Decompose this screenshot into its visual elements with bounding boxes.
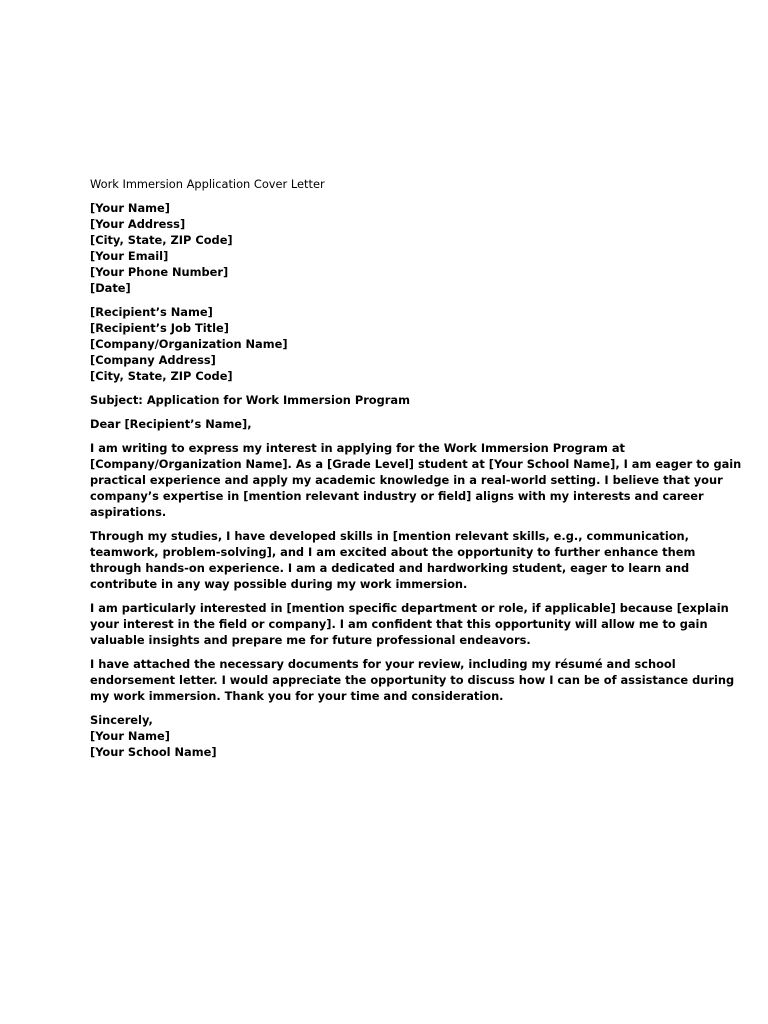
closing-valediction: Sincerely, <box>90 713 153 727</box>
paragraph-line: endorsement letter. I would appreciate the opportunity to discuss how I can be of assistance during <box>90 673 735 687</box>
salutation: Dear [Recipient’s Name], <box>90 417 252 431</box>
body-paragraph-4 <box>90 656 735 704</box>
recipient-name: [Recipient’s Name] <box>90 305 213 319</box>
recipient-city-state-zip: [City, State, ZIP Code] <box>90 369 233 383</box>
recipient-job-title: [Recipient’s Job Title] <box>90 321 229 335</box>
body-paragraph-3 <box>90 600 729 648</box>
sender-address: [Your Address] <box>90 217 186 231</box>
closing-block <box>90 712 680 760</box>
recipient-block <box>90 304 680 384</box>
paragraph-line: I have attached the necessary documents for your review, including my résumé and school <box>90 657 676 671</box>
sender-city-state-zip: [City, State, ZIP Code] <box>90 233 233 247</box>
paragraph-line: aspirations. <box>90 505 167 519</box>
paragraph-line: my work immersion. Thank you for your time and consideration. <box>90 689 504 703</box>
sender-email: [Your Email] <box>90 249 169 263</box>
subject-line: Subject: Application for Work Immersion Program <box>90 393 410 407</box>
closing-school: [Your School Name] <box>90 745 217 759</box>
paragraph-line: contribute in any way possible during my work immersion. <box>90 577 468 591</box>
paragraph-line: your interest in the field or company]. I am confident that this opportunity will allow me to gain <box>90 617 708 631</box>
paragraph-line: company’s expertise in [mention relevant industry or field] aligns with my interests and career <box>90 489 704 503</box>
recipient-organization: [Company/Organization Name] <box>90 337 288 351</box>
paragraph-line: through hands-on experience. I am a dedicated and hardworking student, eager to learn and <box>90 561 690 575</box>
sender-name: [Your Name] <box>90 201 170 215</box>
recipient-address: [Company Address] <box>90 353 216 367</box>
paragraph-line: teamwork, problem-solving], and I am excited about the opportunity to further enhance them <box>90 545 696 559</box>
sender-date: [Date] <box>90 281 131 295</box>
closing-name: [Your Name] <box>90 729 170 743</box>
paragraph-line: practical experience and apply my academic knowledge in a real-world setting. I believe that your <box>90 473 723 487</box>
body-paragraph-1 <box>90 440 742 520</box>
sender-phone: [Your Phone Number] <box>90 265 229 279</box>
paragraph-line: Through my studies, I have developed skills in [mention relevant skills, e.g., communication, <box>90 529 689 543</box>
body-paragraph-2 <box>90 528 696 592</box>
paragraph-line: I am particularly interested in [mention specific department or role, if applicable] because [explain <box>90 601 729 615</box>
letter-title: Work Immersion Application Cover Letter <box>90 177 325 191</box>
sender-block <box>90 200 680 296</box>
letter-body <box>90 176 742 768</box>
paragraph-line: [Company/Organization Name]. As a [Grade Level] student at [Your School Name], I am eager to gain <box>90 457 742 471</box>
paragraph-line: valuable insights and prepare me for future professional endeavors. <box>90 633 531 647</box>
paragraph-line: I am writing to express my interest in applying for the Work Immersion Program at <box>90 441 625 455</box>
